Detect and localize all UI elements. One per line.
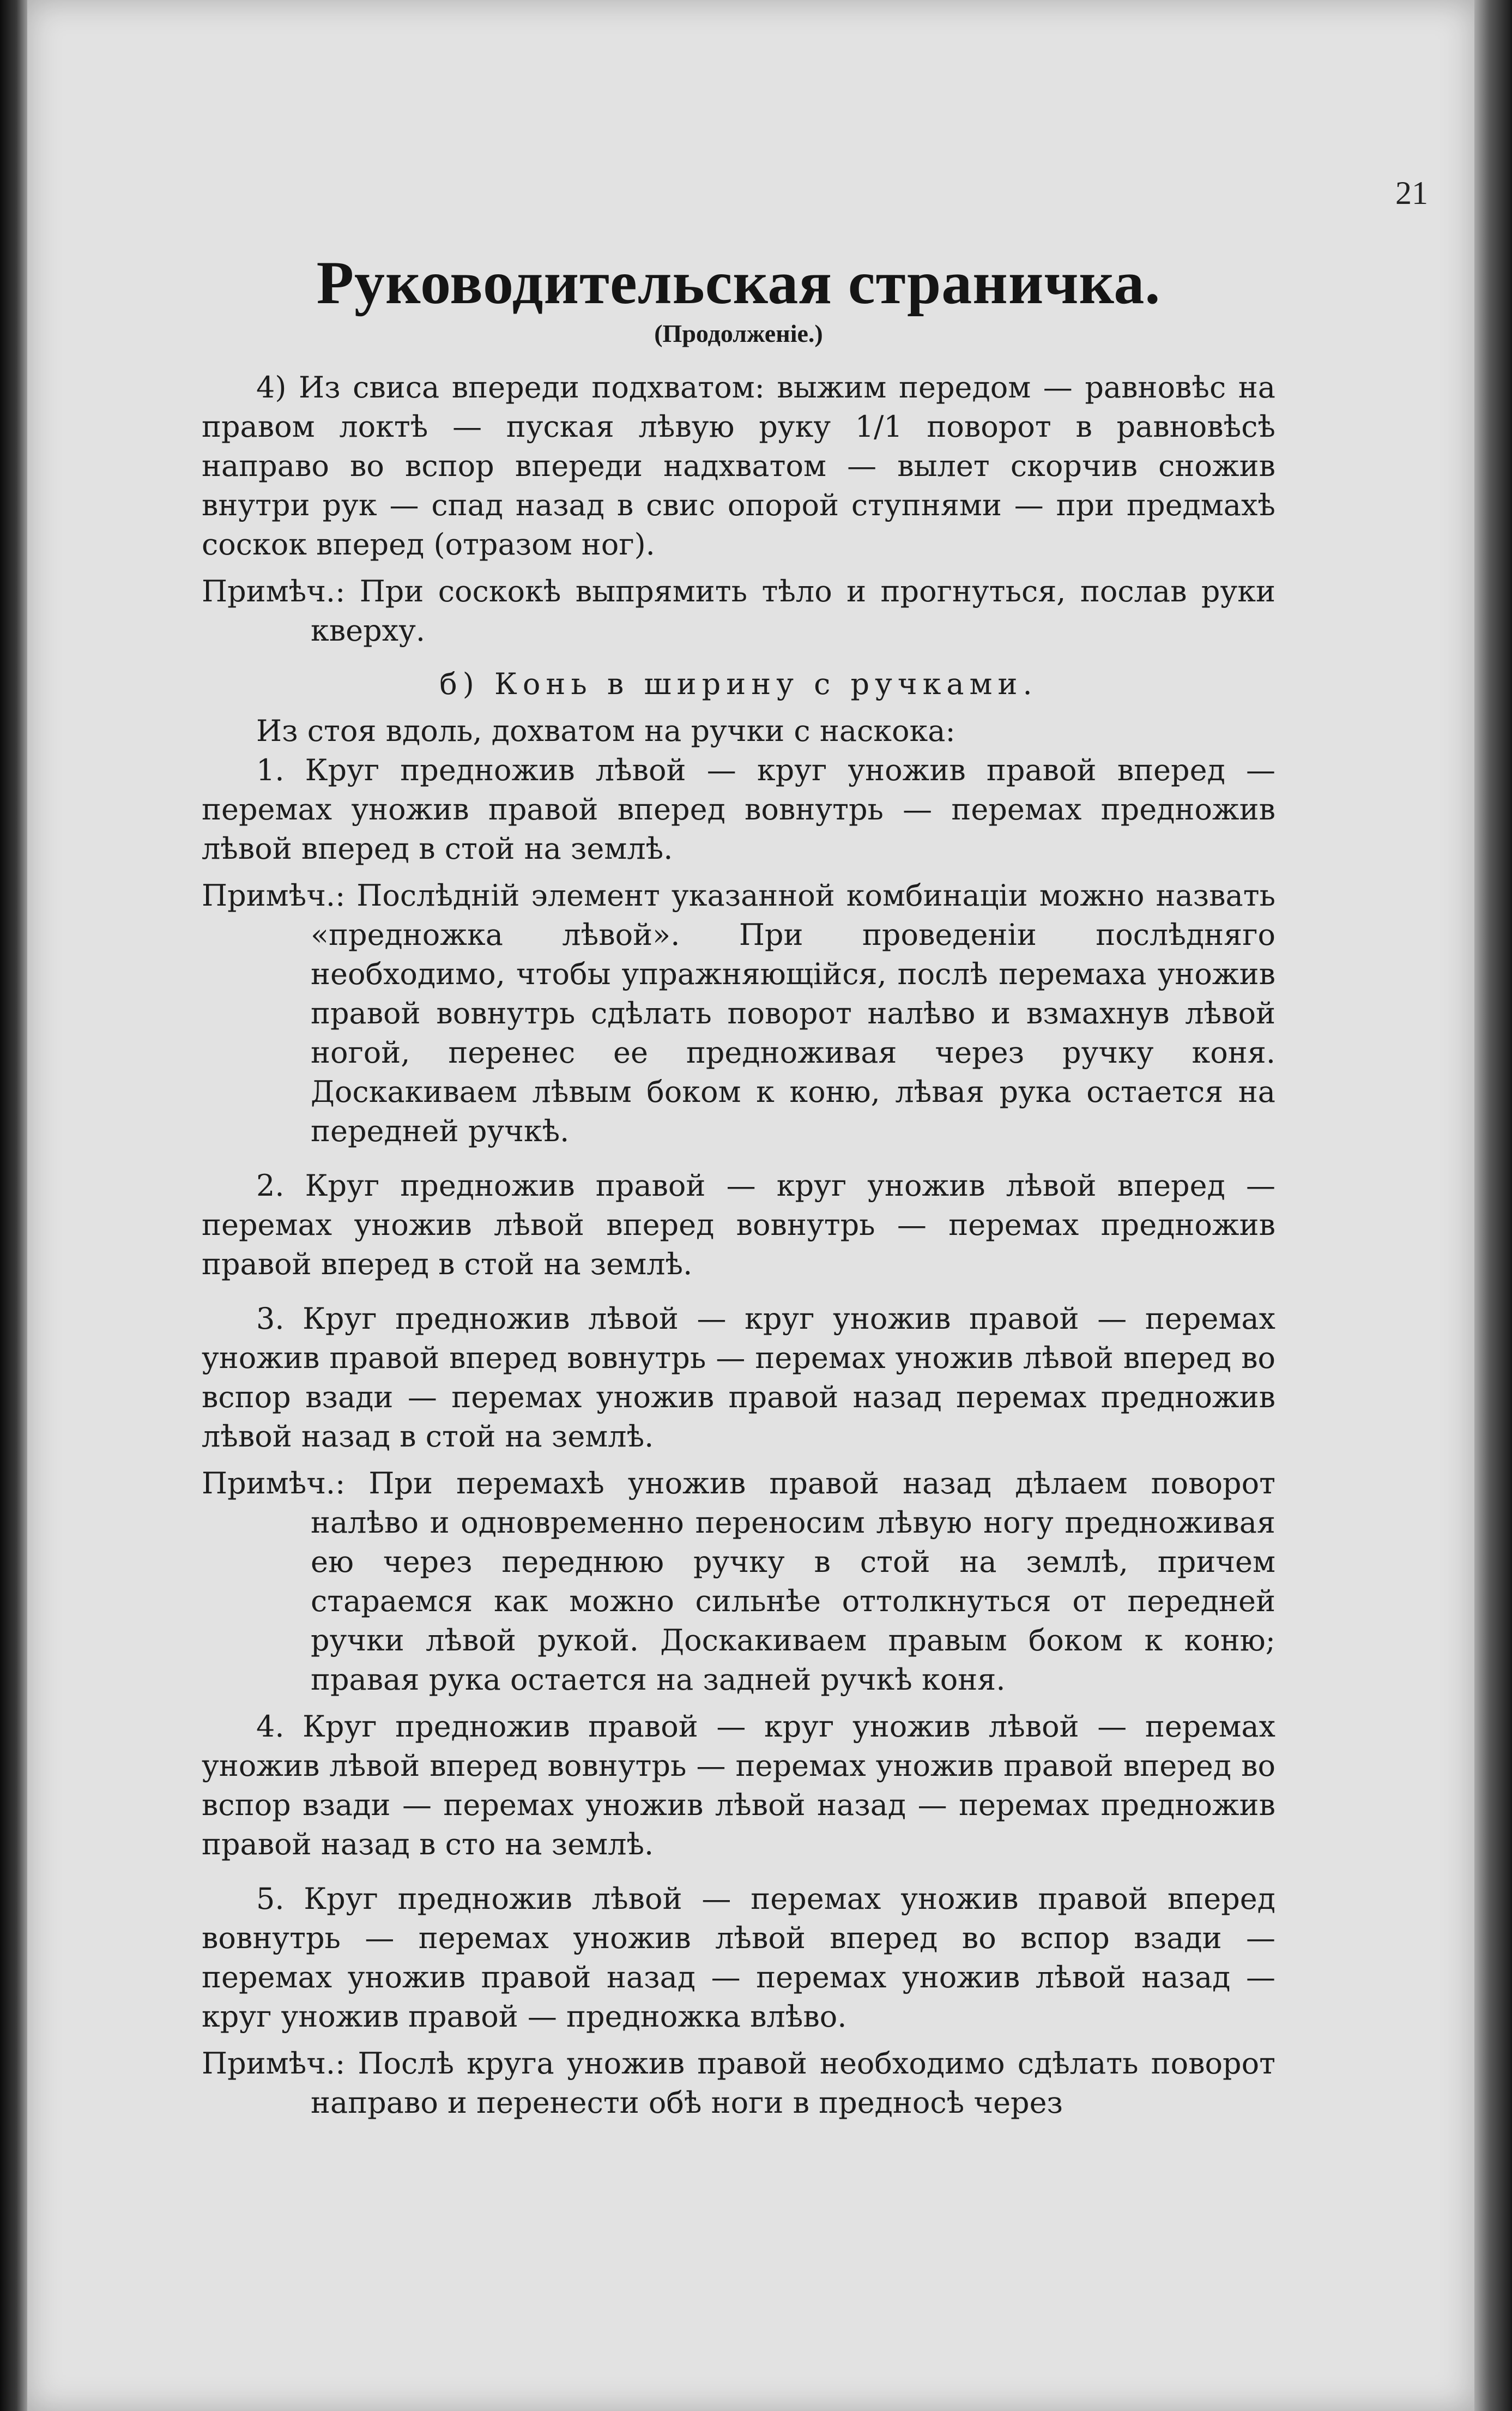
note-2: Примѣч.: Послѣдній элемент указанной комбинаціи можно назвать «предножка лѣвой». При проведеніи послѣдняго необходимо, чтобы упражняющійся, послѣ перемаха уножив правой вовнутрь сдѣлать поворот налѣво и взмахнув лѣвой ногой, перенес ее предноживая через ручку коня. Доскакиваем лѣвым боком к коню, лѣвая рука остается на передней ручкѣ. <box>202 878 1275 1148</box>
note-1: Примѣч.: При соскокѣ выпрямить тѣло и прогнуться, послав руки кверху. <box>202 574 1275 648</box>
paragraph-item-5: 5. Круг предножив лѣвой — перемах уножив правой вперед вовнутрь — перемах уножив лѣвой вперед во вспор взади — перемах уножив правой назад — перемах уножив лѣвой назад — круг уножив правой — предножка влѣво. <box>202 1882 1275 2034</box>
section-heading: б) Конь в ширину с ручками. <box>439 667 1038 701</box>
paragraph-item-1: 1. Круг предножив лѣвой — круг уножив правой вперед — перемах уножив правой вперед вовнутрь — перемах предножив лѣвой вперед в стой на землѣ. <box>202 753 1275 866</box>
book-page <box>27 0 1474 2411</box>
note-4: Примѣч.: Послѣ круга уножив правой необходимо сдѣлать поворот направо и перенести обѣ ноги в предносѣ через <box>202 2046 1275 2120</box>
paragraph-item-3: 3. Круг предножив лѣвой — круг уножив правой — перемах уножив правой вперед вовнутрь — перемах уножив лѣвой вперед во вспор взади — перемах уножив правой назад перемах предножив лѣвой назад в стой на землѣ. <box>202 1301 1275 1454</box>
paragraph-item-4: 4. Круг предножив правой — круг уножив лѣвой — перемах уножив лѣвой вперед вовнутрь — перемах уножив правой вперед во вспор взади — перемах уножив лѣвой назад — перемах предножив правой назад в сто на землѣ. <box>202 1709 1275 1861</box>
page-title: Руководительская страничка. <box>316 249 1161 317</box>
page-subtitle: (Продолженіе.) <box>654 320 823 347</box>
page-body <box>202 368 1275 2123</box>
book-edge-right <box>1474 0 1512 2411</box>
paragraph-intro: Из стоя вдоль, дохватом на ручки с наскока: <box>256 714 955 748</box>
book-binding-left <box>0 0 27 2411</box>
paragraph-item-2: 2. Круг предножив правой — круг уножив лѣвой вперед — перемах уножив лѣвой вперед вовнутрь — перемах предножив правой вперед в стой на землѣ. <box>202 1168 1275 1281</box>
page-number: 21 <box>1395 175 1428 211</box>
note-3: Примѣч.: При перемахѣ уножив правой назад дѣлаем поворот налѣво и одновременно переносим лѣвую ногу предноживая ею через переднюю ручку в стой на землѣ, причем стараемся как можно сильнѣе оттолкнуться от передней ручки лѣвой рукой. Доскакиваем правым боком к коню; правая рука остается на задней ручкѣ коня. <box>202 1466 1275 1697</box>
paragraph-exercise-4: 4) Из свиса впереди подхватом: выжим передом — равновѣс на правом локтѣ — пуская лѣвую руку 1/1 поворот в равновѣсѣ направо во вспор впереди надхватом — вылет скорчив сножив внутри рук — спад назад в свис опорой ступнями — при предмахѣ соскок вперед (отразом ног). <box>202 370 1275 562</box>
